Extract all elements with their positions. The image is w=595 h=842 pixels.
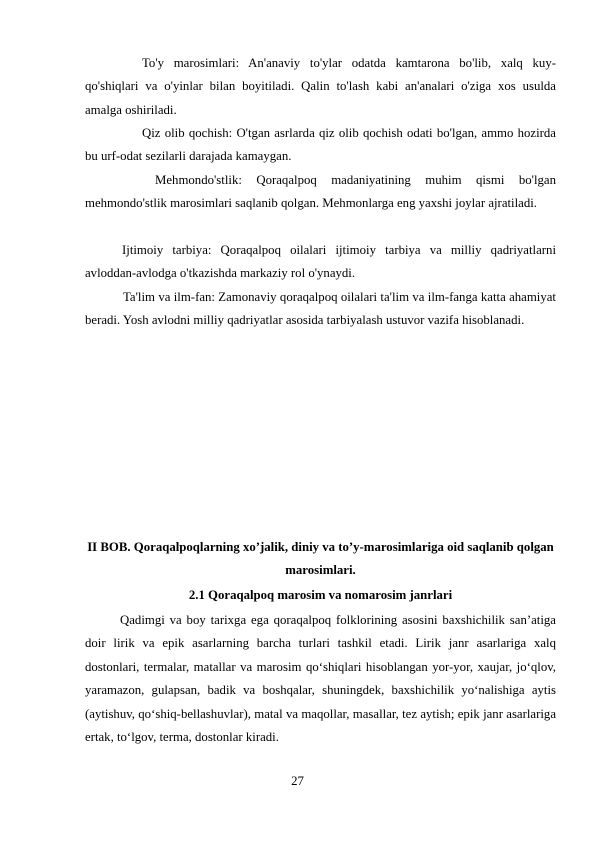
paragraph-wedding-ceremonies: To'y marosimlari: An'anaviy to'ylar odatda kamtarona bo'lib, xalq kuy-qo'shiqlari va o'yinlar bilan boyitiladi. Qalin to'lash kabi an'analari o'ziga xos usulda amalga oshiriladi.: [85, 56, 556, 117]
paragraph-bride-kidnapping: Qiz olib qochish: O'tgan asrlarda qiz olib qochish odati bo'lgan, ammo hozirda bu urf-odat sezilarli darajada kamaygan.: [85, 126, 556, 164]
chapter-title: II BOB. Qoraqalpoqlarning xo’jalik, diniy va to’y-marosimlariga oid saqlanib qolgan marosimlari.: [87, 540, 554, 578]
section-title: 2.1 Qoraqalpoq marosim va nomarosim janrlari: [188, 588, 453, 602]
page-number: 27: [291, 774, 304, 788]
paragraph-folklore-genres: Qadimgi va boy tarixga ega qoraqalpoq folklorining asosini baxshichilik san’atiga doir lirik va epik asarlarning barcha turlari tashkil etadi. Lirik janr asarlariga xalq dostonlari, termalar, matallar va marosim qo‘shiqlari hisoblangan yor-yor, xaujar, jo‘qlov, yaramazon, gulapsan, badik va boshqalar, shuningdek, baxshichilik yo‘nalishiga aytis (aytishuv, qo‘shiq-bellashuvlar), matal va maqollar, masallar, tez aytish; epik janr asarlariga ertak, to‘lgov, terma, dostonlar kiradi.: [85, 613, 556, 745]
paragraph-social-upbringing: Ijtimoiy tarbiya: Qoraqalpoq oilalari ijtimoiy tarbiya va milliy qadriyatlarni avloddan-avlodga o'tkazishda markaziy rol o'ynaydi.: [85, 243, 556, 281]
paragraph-hospitality: Mehmondo'stlik: Qoraqalpoq madaniyatining muhim qismi bo'lgan mehmondo'stlik marosimlari saqlanib qolgan. Mehmonlarga eng yaxshi joylar ajratiladi.: [85, 173, 556, 211]
paragraph-education-science: Ta'lim va ilm-fan: Zamonaviy qoraqalpoq oilalari ta'lim va ilm-fanga katta ahamiyat beradi. Yosh avlodni milliy qadriyatlar asosida tarbiyalash ustuvor vazifa hisoblanadi.: [85, 290, 556, 328]
